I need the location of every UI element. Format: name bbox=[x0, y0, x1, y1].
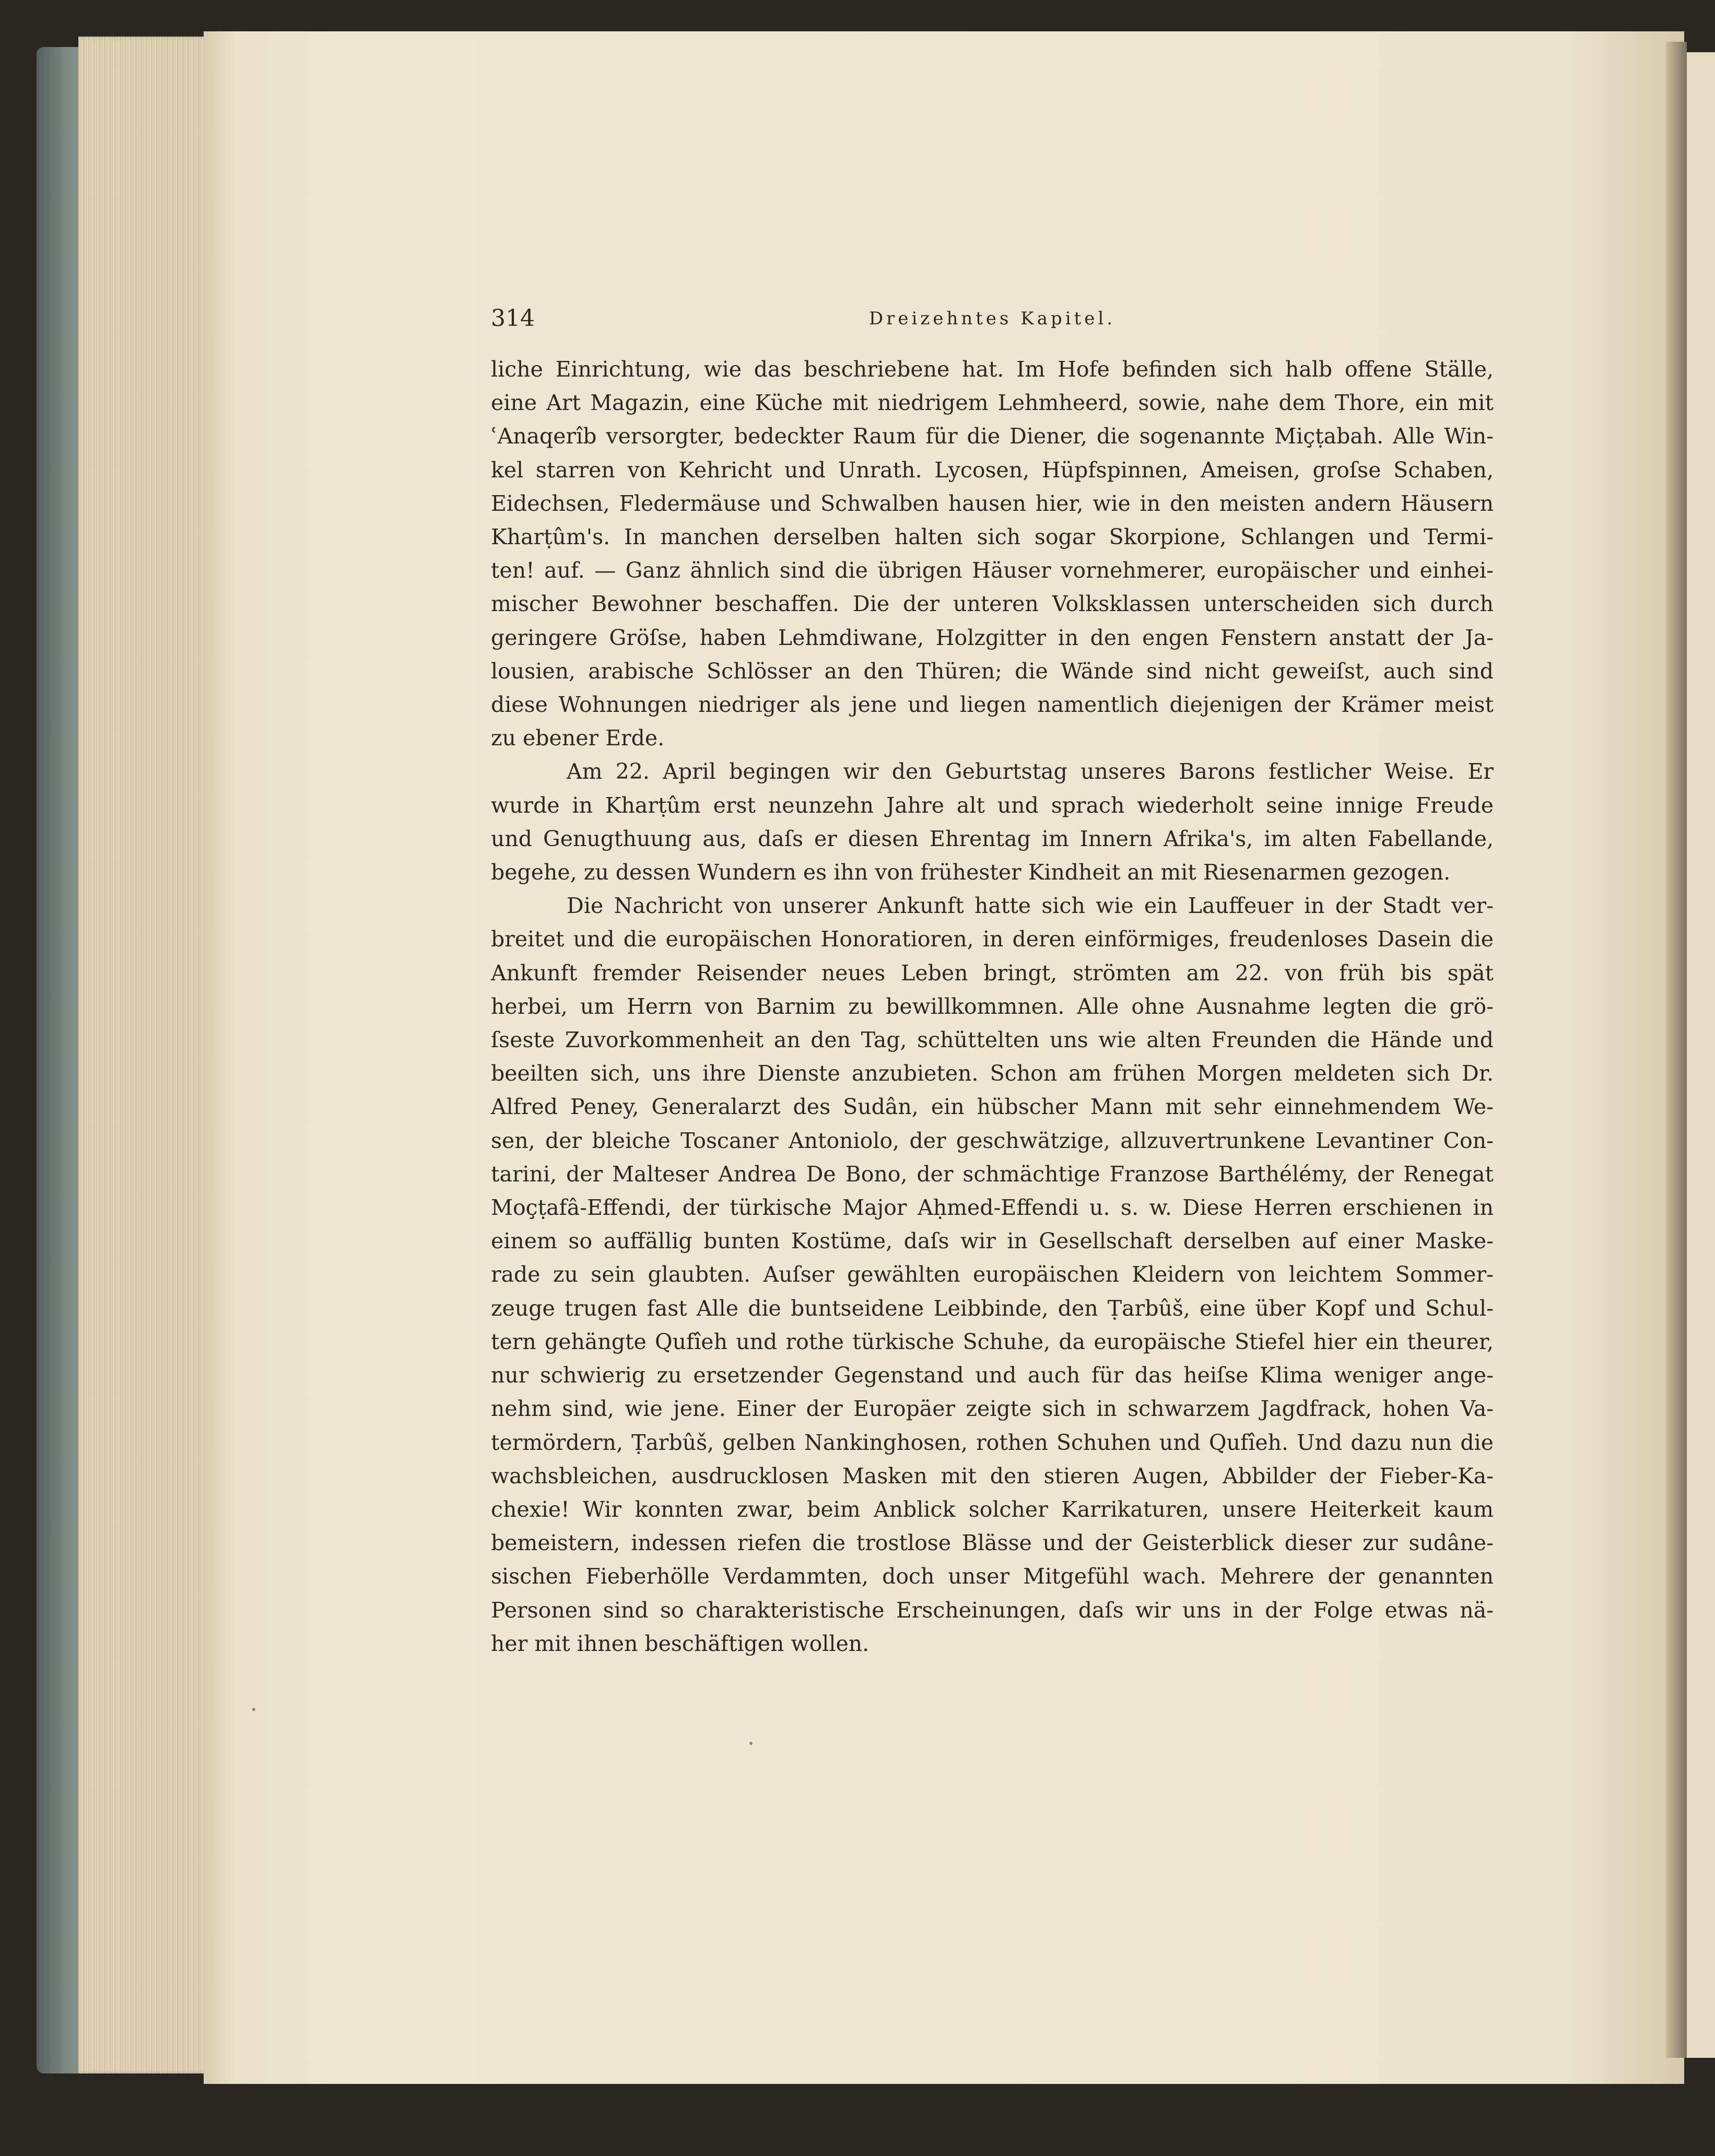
text-line: wachsbleichen, ausdrucklosen Masken mit den stieren Augen, Abbilder der Fieber-Ka- bbox=[491, 1463, 1494, 1489]
paper-speck bbox=[749, 1742, 753, 1745]
paper-speck bbox=[252, 1708, 255, 1711]
text-line: Personen sind so charakteristische Erscheinungen, daſs wir uns in der Folge etwas nä- bbox=[491, 1597, 1494, 1623]
text-line: kel starren von Kehricht und Unrath. Lycosen, Hüpfspinnen, Ameisen, groſse Schaben, bbox=[491, 457, 1494, 483]
text-line: nehm sind, wie jene. Einer der Europäer zeigte sich in schwarzem Jagdfrack, hohen Va- bbox=[491, 1396, 1494, 1422]
page-edges bbox=[78, 37, 214, 2073]
text-line: breitet und die europäischen Honoratioren, in deren einförmiges, freudenloses Dasein die bbox=[491, 927, 1494, 952]
text-line: lousien, arabische Schlösser an den Thüren; die Wände sind nicht geweiſst, auch sind bbox=[491, 658, 1494, 684]
text-line: sen, der bleiche Toscaner Antoniolo, der geschwätzige, allzuvertrunkene Levantiner Con- bbox=[491, 1128, 1494, 1153]
text-line: her mit ihnen beschäftigen wollen. bbox=[491, 1631, 870, 1656]
text-line: nur schwierig zu ersetzender Gegenstand und auch für das heiſse Klima weniger ange- bbox=[491, 1363, 1494, 1388]
text-line: bemeistern, indessen riefen die trostlose Blässe und der Geisterblick dieser zur sudâne- bbox=[491, 1530, 1494, 1556]
paragraph bbox=[491, 353, 1494, 755]
text-line: Moçṭafâ-Effendi, der türkische Major Aḥmed-Effendi u. s. w. Diese Herren erschienen in bbox=[491, 1195, 1494, 1221]
text-line: eine Art Magazin, eine Küche mit niedrigem Lehmheerd, sowie, nahe dem Thore, ein mit bbox=[491, 390, 1494, 416]
text-line: wurde in Kharṭûm erst neunzehn Jahre alt und sprach wiederholt seine innige Freude bbox=[491, 792, 1494, 818]
text-line: ſseste Zuvorkommenheit an den Tag, schüttelten uns wie alten Freunden die Hände und bbox=[491, 1027, 1494, 1053]
text-line: Eidechsen, Fledermäuse und Schwalben hausen hier, wie in den meisten andern Häusern bbox=[491, 490, 1494, 516]
running-head bbox=[491, 303, 1494, 334]
paragraph bbox=[491, 755, 1494, 889]
facing-page-edge bbox=[1687, 52, 1715, 2058]
text-line: ten! auf. — Ganz ähnlich sind die übrigen Häuser vornehmerer, europäischer und einhei- bbox=[491, 558, 1494, 583]
book-gutter bbox=[1666, 42, 1687, 2058]
text-line: geringere Gröſse, haben Lehmdiwane, Holzgitter in den engen Fenstern anstatt der Ja- bbox=[491, 625, 1494, 650]
text-line: termördern, Ṭarbûš, gelben Nankinghosen, rothen Schuhen und Qufîeh. Und dazu nun die bbox=[491, 1429, 1494, 1455]
chapter-title: Dreizehntes Kapitel. bbox=[868, 308, 1116, 329]
text-line: Am 22. April begingen wir den Geburtstag unseres Barons festlicher Weise. Er bbox=[567, 759, 1494, 784]
text-line: begehe, zu dessen Wundern es ihn von frühester Kindheit an mit Riesenarmen gezogen. bbox=[491, 860, 1451, 885]
text-line: liche Einrichtung, wie das beschriebene hat. Im Hofe befinden sich halb offene Ställe, bbox=[491, 357, 1494, 382]
text-line: chexie! Wir konnten zwar, beim Anblick solcher Karrikaturen, unsere Heiterkeit kaum bbox=[491, 1496, 1494, 1522]
text-line: zu ebener Erde. bbox=[491, 725, 665, 751]
text-line: tarini, der Malteser Andrea De Bono, der schmächtige Franzose Barthélémy, der Renegat bbox=[491, 1161, 1494, 1187]
text-line: diese Wohnungen niedriger als jene und liegen namentlich diejenigen der Krämer meist bbox=[491, 692, 1494, 718]
text-line: beeilten sich, uns ihre Dienste anzubieten. Schon am frühen Morgen meldeten sich Dr. bbox=[491, 1061, 1494, 1086]
text-line: ʿAnaqerîb versorgter, bedeckter Raum für die Diener, die sogenannte Miçṭabah. Alle Win- bbox=[491, 424, 1494, 449]
text-line: herbei, um Herrn von Barnim zu bewillkommnen. Alle ohne Ausnahme legten die grö- bbox=[491, 993, 1494, 1019]
paragraph bbox=[491, 889, 1494, 1660]
text-line: Die Nachricht von unserer Ankunft hatte sich wie ein Lauffeuer in der Stadt ver- bbox=[567, 893, 1494, 919]
text-line: zeuge trugen fast Alle die buntseidene Leibbinde, den Ṭarbûš, eine über Kopf und Schul- bbox=[491, 1295, 1494, 1321]
text-line: Kharṭûm's. In manchen derselben halten sich sogar Skorpione, Schlangen und Termi- bbox=[491, 524, 1494, 550]
text-line: mischer Bewohner beschaffen. Die der unteren Volksklassen unterscheiden sich durch bbox=[491, 591, 1494, 617]
body-text bbox=[491, 353, 1494, 1660]
text-line: rade zu sein glaubten. Auſser gewählten europäischen Kleidern von leichtem Sommer- bbox=[491, 1262, 1494, 1287]
text-line: einem so auffällig bunten Kostüme, daſs wir in Gesellschaft derselben auf einer Maske- bbox=[491, 1228, 1494, 1254]
text-line: Ankunft fremder Reisender neues Leben bringt, strömten am 22. von früh bis spät bbox=[491, 960, 1494, 986]
text-line: Alfred Peney, Generalarzt des Sudân, ein hübscher Mann mit sehr einnehmendem We- bbox=[491, 1094, 1494, 1120]
page-number: 314 bbox=[491, 305, 535, 332]
text-line: und Genugthuung aus, daſs er diesen Ehrentag im Innern Afrika's, im alten Fabellande, bbox=[491, 826, 1494, 851]
text-line: tern gehängte Qufîeh und rothe türkische Schuhe, da europäische Stiefel hier ein theurer, bbox=[491, 1329, 1494, 1354]
text-line: sischen Fieberhölle Verdammten, doch unser Mitgefühl wach. Mehrere der genannten bbox=[491, 1564, 1494, 1589]
